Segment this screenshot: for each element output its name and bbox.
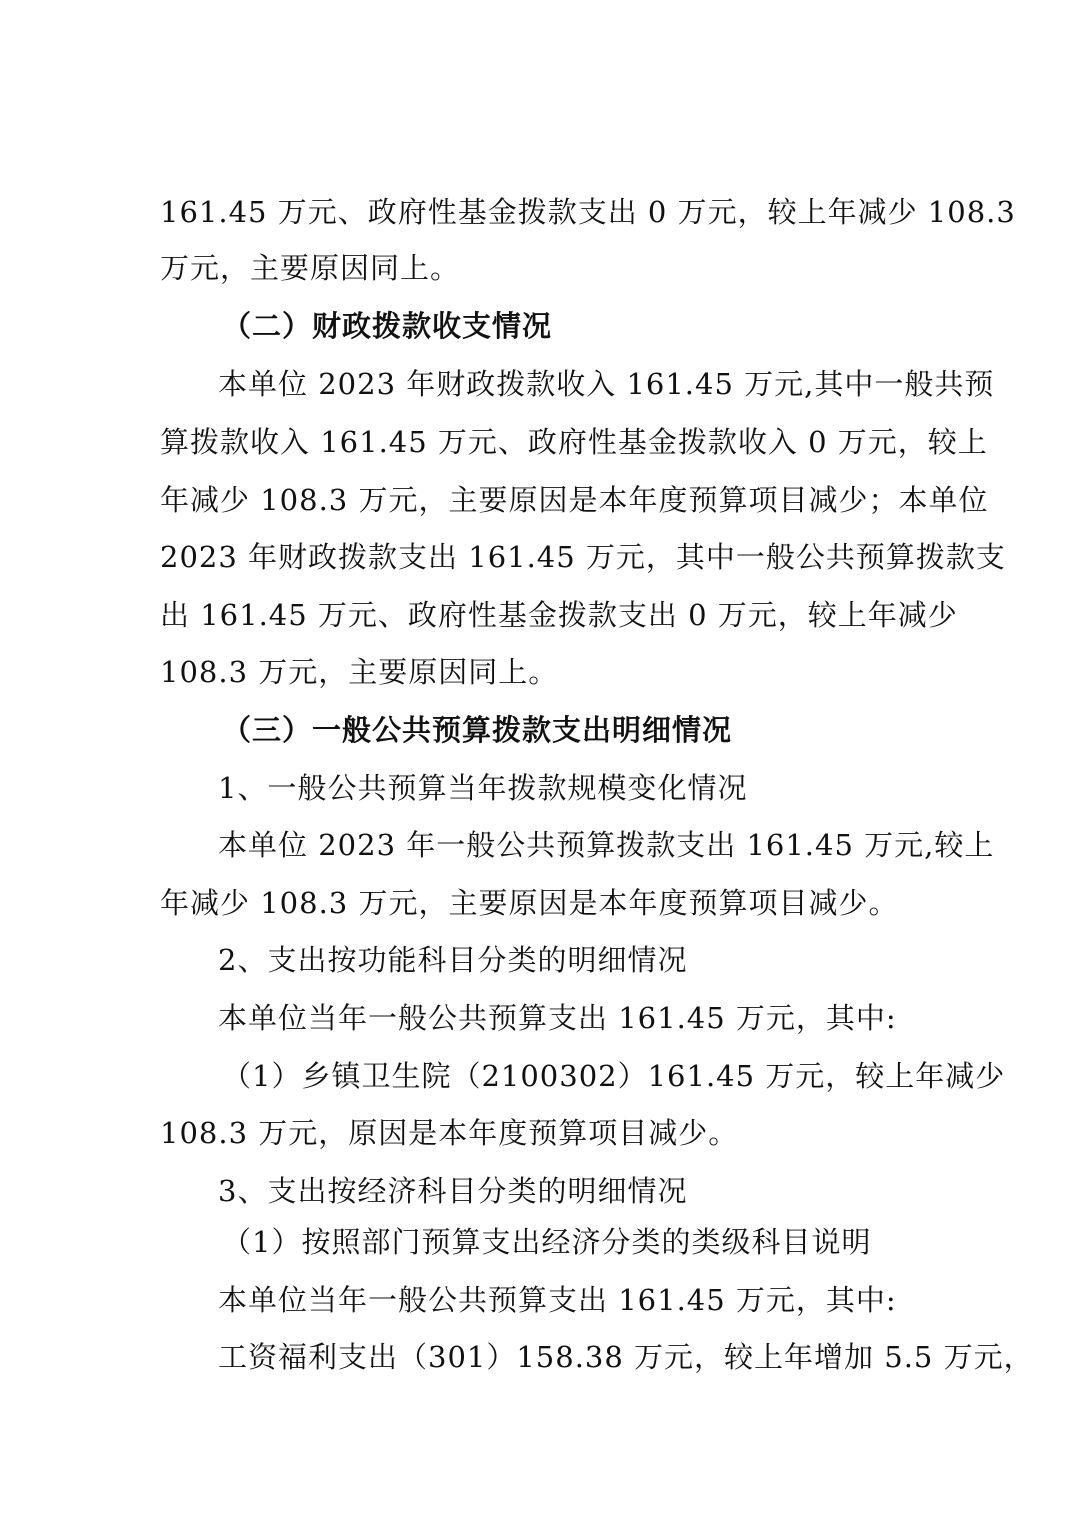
subsection-heading: 3、支出按经济科目分类的明细情况 [218,1174,688,1208]
paragraph-line: （1）乡镇卫生院（2100302）161.45 万元，较上年减少 [222,1059,1006,1093]
paragraph-line: 万元，主要原因同上。 [160,251,461,285]
paragraph-line: 算拨款收入 161.45 万元、政府性基金拨款收入 0 万元，较上 [160,425,988,459]
paragraph-line: 工资福利支出（301）158.38 万元，较上年增加 5.5 万元， [218,1340,1034,1374]
paragraph-line: 本单位 2023 年财政拨款收入 161.45 万元,其中一般共预 [218,367,995,401]
subsection-heading: 1、一般公共预算当年拨款规模变化情况 [218,771,748,805]
paragraph-line: 161.45 万元、政府性基金拨款支出 0 万元，较上年减少 108.3 [160,195,1016,229]
paragraph-line: 2023 年财政拨款支出 161.45 万元，其中一般公共预算拨款支 [160,540,1006,574]
paragraph-line: 出 161.45 万元、政府性基金拨款支出 0 万元，较上年减少 [160,598,958,632]
section-heading: （二）财政拨款收支情况 [222,309,553,343]
paragraph-line: 本单位当年一般公共预算支出 161.45 万元，其中: [218,1283,897,1317]
paragraph-line: 108.3 万元，主要原因同上。 [160,655,559,689]
paragraph-line: 年减少 108.3 万元，主要原因是本年度预算项目减少；本单位 [160,483,989,517]
sub-item-heading: （1）按照部门预算支出经济分类的类级科目说明 [222,1225,872,1259]
paragraph-line: 本单位 2023 年一般公共预算拨款支出 161.45 万元,较上 [218,828,995,862]
subsection-heading: 2、支出按功能科目分类的明细情况 [218,943,688,977]
section-heading: （三）一般公共预算拨款支出明细情况 [222,713,733,747]
paragraph-line: 本单位当年一般公共预算支出 161.45 万元，其中: [218,1001,897,1035]
paragraph-line: 108.3 万元，原因是本年度预算项目减少。 [160,1116,739,1150]
paragraph-line: 年减少 108.3 万元，主要原因是本年度预算项目减少。 [160,886,899,920]
